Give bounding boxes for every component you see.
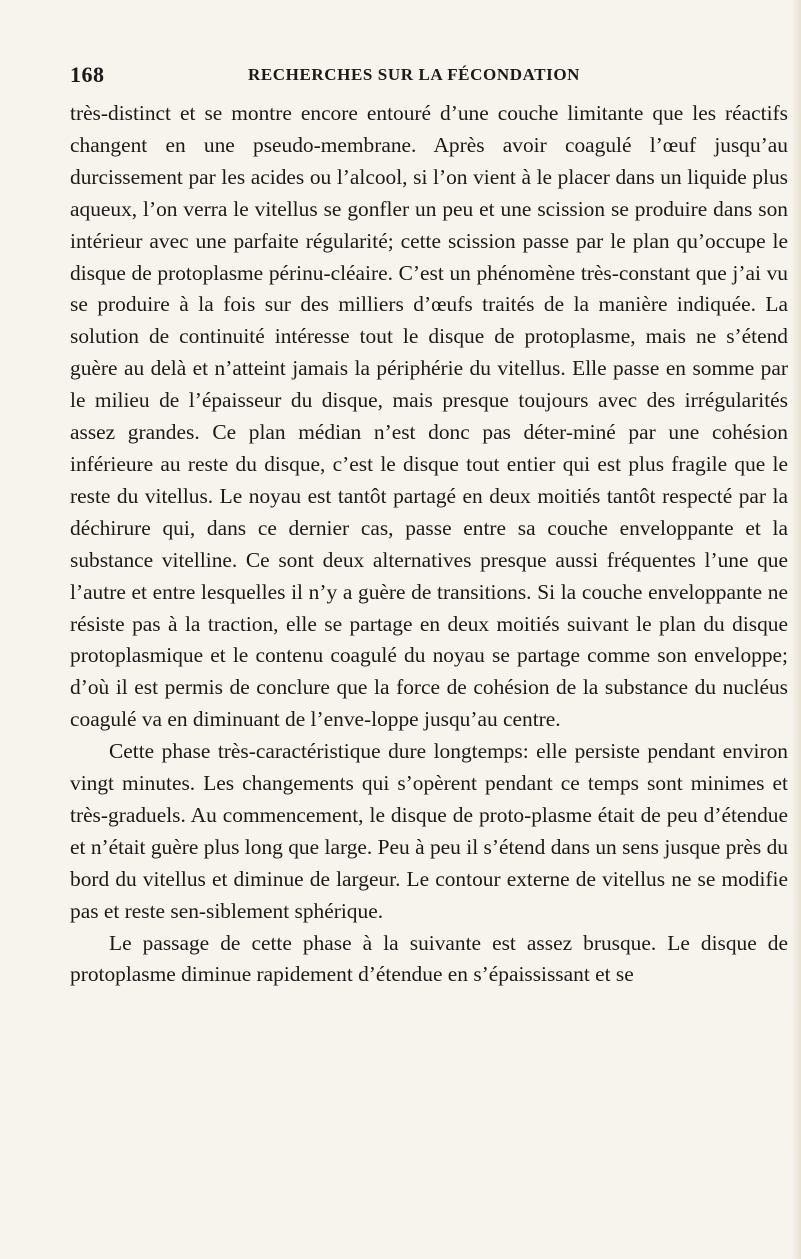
body-text [70,98,788,991]
paragraph-2: Cette phase très-caractéristique dure longtemps: elle persiste pendant environ vingt minutes. Les changements qui s’opèrent pendant ce temps sont minimes et très-graduels. Au commencement, le disque de proto-plasme était de peu d’étendue et n’était guère plus long que large. Peu à peu il s’étend dans un sens jusque près du bord du vitellus et diminue de largeur. Le contour externe de vitellus ne se modifie pas et reste sen-siblement sphérique. [70,739,788,923]
paragraph-1: très-distinct et se montre encore entouré d’une couche limitante que les réactifs changent en une pseudo-membrane. Après avoir coagulé l’œuf jusqu’au durcissement par les acides ou l’alcool, si l’on vient à le placer dans un liquide plus aqueux, l’on verra le vitellus se gonfler un peu et une scission se produire dans son intérieur avec une parfaite régularité; cette scission passe par le plan qu’occupe le disque de protoplasme périnu-cléaire. C’est un phénomène très-constant que j’ai vu se produire à la fois sur des milliers d’œufs traités de la manière indiquée. La solution de continuité intéresse tout le disque de protoplasme, mais ne s’étend guère au delà et n’atteint jamais la périphérie du vitellus. Elle passe en somme par le milieu de l’épaisseur du disque, mais presque toujours avec des irrégularités assez grandes. Ce plan médian n’est donc pas déter-miné par une cohésion inférieure au reste du disque, c’est le disque tout entier qui est plus fragile que le reste du vitellus. Le noyau est tantôt partagé en deux moitiés tantôt respecté par la déchirure qui, dans ce dernier cas, passe entre sa couche enveloppante et la substance vitelline. Ce sont deux alternatives presque aussi fréquentes l’une que l’autre et entre lesquelles il n’y a guère de transitions. Si la couche enveloppante ne résiste pas à la traction, elle se partage en deux moitiés suivant le plan du disque protoplasmique et le contenu coagulé du noyau se partage comme son enveloppe; d’où il est permis de conclure que la force de cohésion de la substance du nucléus coagulé va en diminuant de l’enve-loppe jusqu’au centre. [70,101,788,732]
page-number: 168 [70,62,105,87]
paragraph-3: Le passage de cette phase à la suivante est assez brusque. Le disque de protoplasme diminue rapidement d’étendue en s’épaississant et se [70,930,788,987]
page-header [70,62,788,92]
running-title: RECHERCHES SUR LA FÉCONDATION [247,65,581,84]
page-edge-shadow [791,0,801,1259]
book-page [70,62,788,991]
